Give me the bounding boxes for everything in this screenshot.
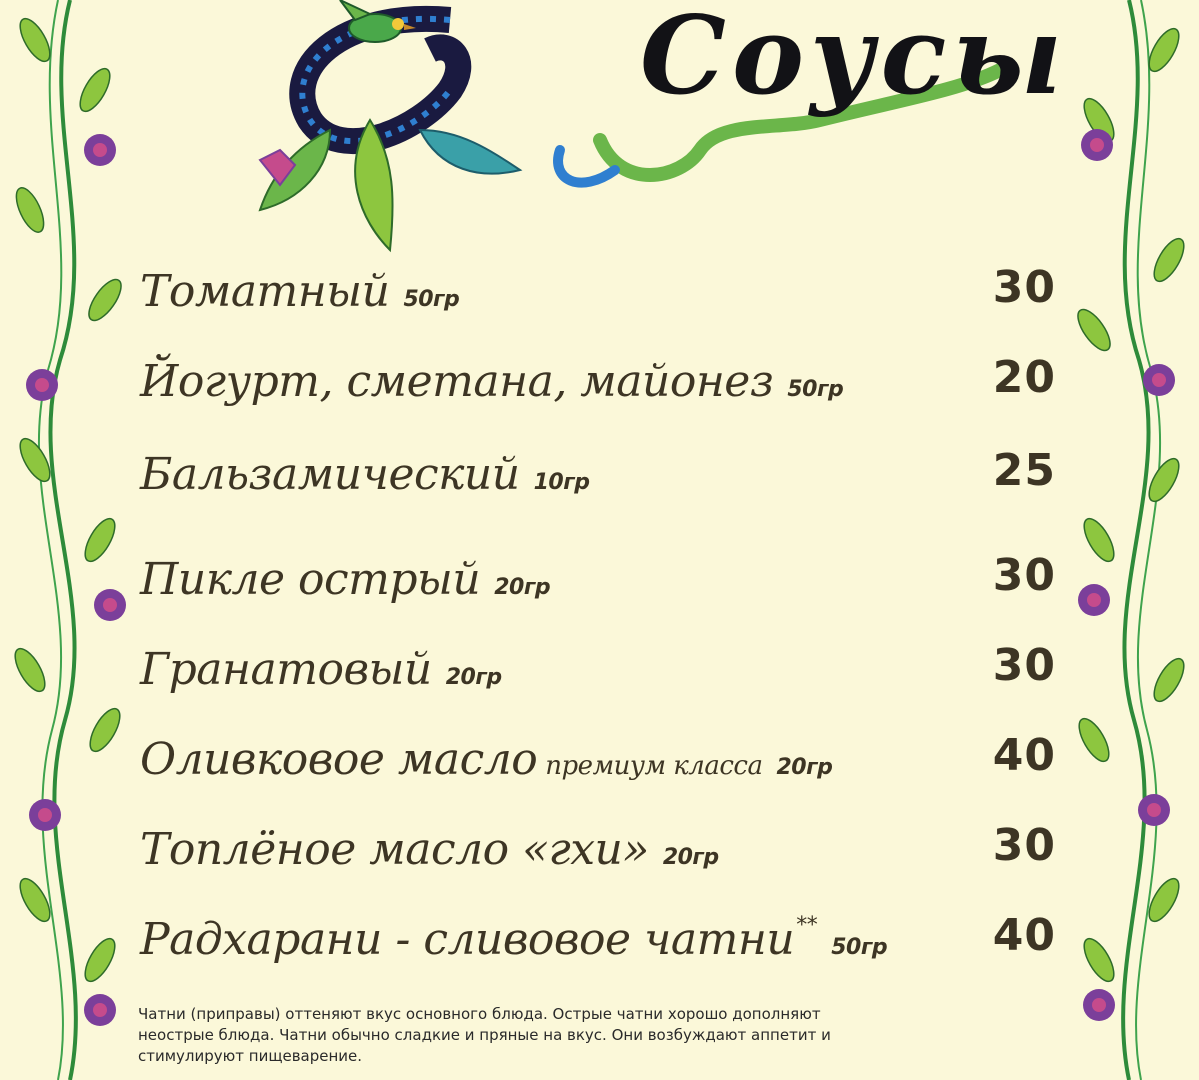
item-weight: 50гр (787, 377, 844, 402)
item-name: Пикле острый (140, 554, 481, 605)
title-header (220, 0, 1069, 260)
menu-item (140, 903, 1060, 973)
item-weight: 20гр (445, 665, 502, 690)
footnote-line: Чатни (приправы) оттеняют вкус основного блюда. Острые чатни хорошо дополняют (138, 1005, 821, 1023)
item-name: Бальзамический (140, 449, 520, 500)
item-price: 30 (992, 640, 1056, 691)
menu-item (140, 438, 1060, 508)
item-price: 30 (992, 550, 1056, 601)
item-weight: 50гр (831, 935, 888, 960)
item-weight: 20гр (776, 755, 833, 780)
item-name: Йогурт, сметана, майонез (140, 356, 774, 407)
item-price: 30 (992, 820, 1056, 871)
menu-item (140, 633, 1060, 703)
item-price: 25 (992, 445, 1056, 496)
menu-item (140, 543, 1060, 613)
item-weight: 20гр (662, 845, 719, 870)
item-price: 40 (992, 730, 1056, 781)
menu-item (140, 255, 1060, 325)
right-vine-ornament (1059, 0, 1199, 1080)
item-price: 40 (992, 910, 1056, 961)
item-note: премиум класса (545, 751, 763, 781)
footnote-line: неострые блюда. Чатни обычно сладкие и пряные на вкус. Они возбуждают аппетит и (138, 1026, 831, 1044)
item-name: Томатный (140, 266, 390, 317)
item-price: 30 (992, 262, 1056, 313)
item-weight: 20гр (494, 575, 551, 600)
item-weight: 10гр (533, 470, 590, 495)
left-vine-ornament (0, 0, 140, 1080)
menu-item (140, 723, 1060, 793)
item-name: Радхарани - сливовое чатни (140, 914, 795, 965)
item-weight: 50гр (403, 287, 460, 312)
menu-item (140, 345, 1060, 415)
footnote (138, 1004, 938, 1067)
item-price: 20 (992, 352, 1056, 403)
footnote-line: стимулируют пищеварение. (138, 1047, 363, 1065)
page-title: Соусы (640, 0, 1069, 119)
item-footnote-mark: ** (796, 913, 818, 938)
item-name: Оливковое масло (140, 734, 538, 785)
menu-item (140, 813, 1060, 883)
item-name: Топлёное масло «гхи» (140, 824, 649, 875)
item-name: Гранатовый (140, 644, 432, 695)
